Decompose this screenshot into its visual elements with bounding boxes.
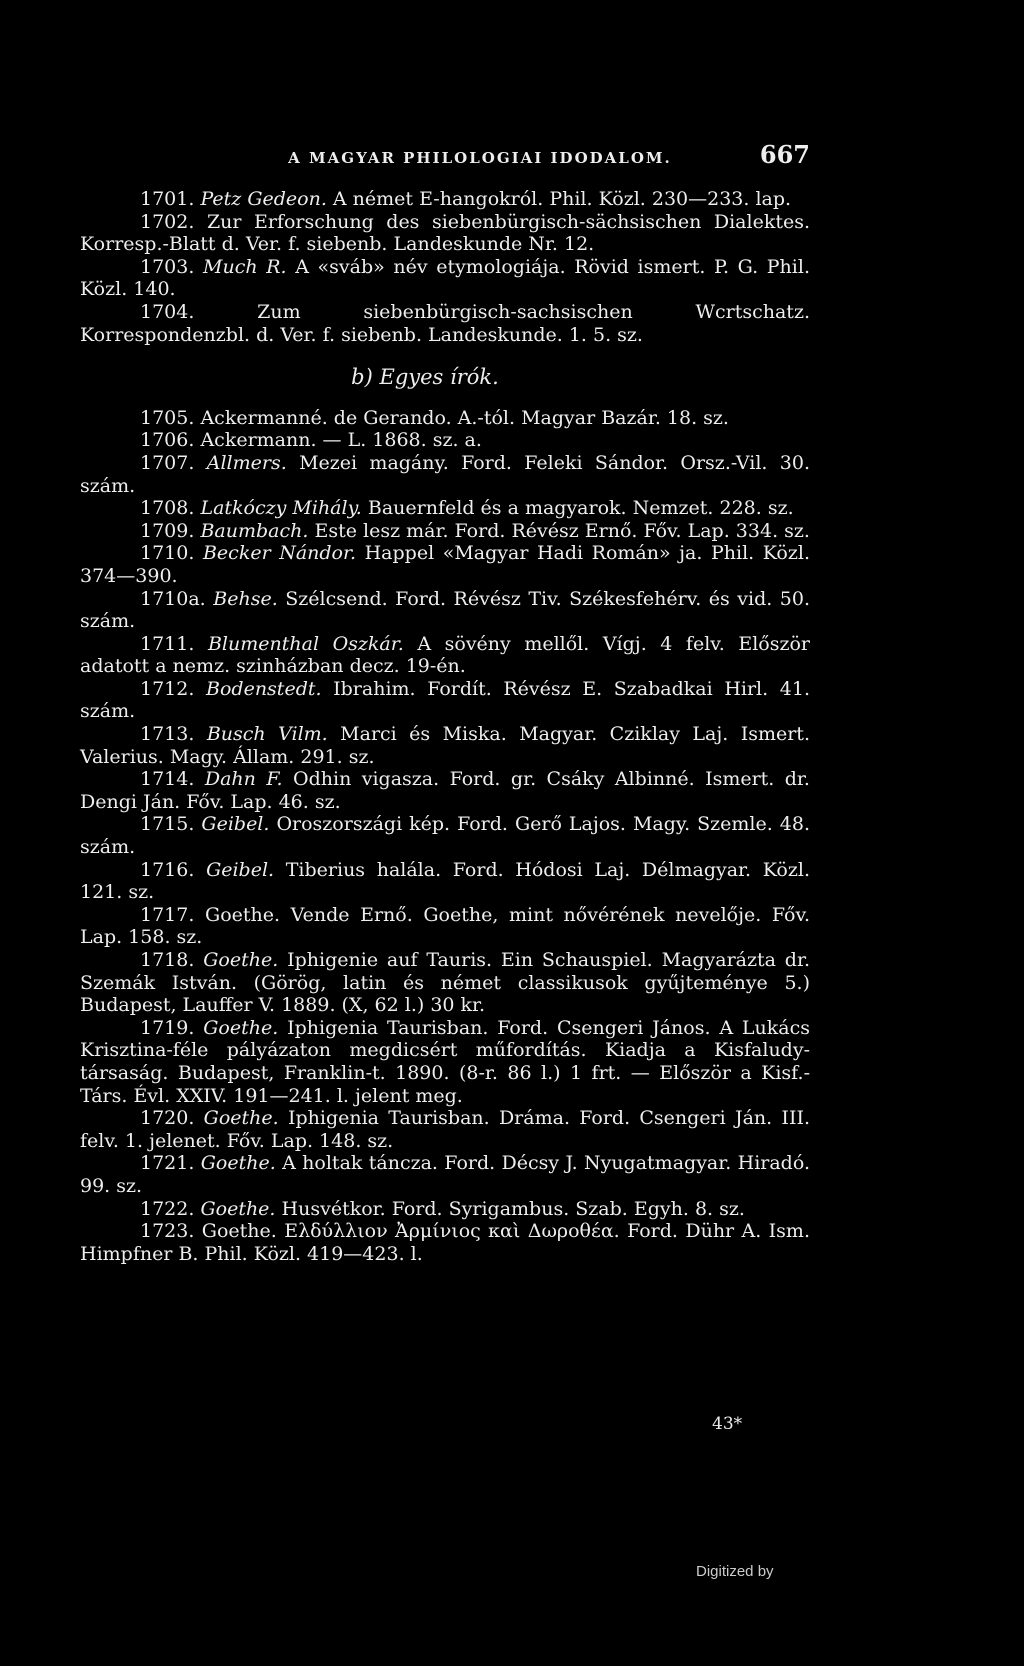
bibliography-entry <box>80 588 810 633</box>
section-heading: b) Egyes írók. <box>351 365 499 390</box>
entry-number: 1704. <box>140 300 195 323</box>
signature-mark: 43* <box>712 1414 743 1434</box>
entry-text: Marci és Miska. Magyar. Cziklay Laj. Ismert. Valerius. Magy. Állam. 291. sz. <box>80 723 810 768</box>
bibliography-entry <box>80 949 810 1017</box>
entry-author: Goethe. <box>203 949 279 971</box>
bibliography-entry <box>80 301 810 346</box>
entry-author: Bodenstedt. <box>206 677 322 700</box>
entry-number: 1722. <box>140 1197 195 1220</box>
entry-number: 1706. <box>140 429 195 452</box>
bibliography-entry <box>80 768 810 813</box>
entry-number: 1714. <box>140 768 195 791</box>
entry-number: 1703. <box>140 255 195 278</box>
bibliography-entry <box>80 1017 810 1107</box>
entry-number: 1710a. <box>140 587 206 610</box>
entry-author: Becker Nándor. <box>202 542 357 565</box>
bibliography-entry <box>80 407 810 430</box>
entry-text: Este lesz már. Ford. Révész Ernő. Főv. Lap. 334. sz. <box>314 519 810 542</box>
entry-text: Tiberius halála. Ford. Hódosi Laj. Délmagyar. Közl. 121. sz. <box>80 858 810 904</box>
entry-text: Ackermann. — L. 1868. sz. a. <box>200 429 482 452</box>
entry-text: Bauernfeld és a magyarok. Nemzet. 228. sz. <box>367 497 794 520</box>
entry-list-main <box>80 407 810 1266</box>
entry-number: 1715. <box>140 813 195 836</box>
entry-author: Behse. <box>213 587 278 610</box>
entry-number: 1710. <box>140 542 195 565</box>
entry-text: Ibrahim. Fordít. Révész E. Szabadkai Hirl. 41. szám. <box>80 677 810 723</box>
entry-text: Iphigenie auf Tauris. Ein Schauspiel. Magyarázta dr. Szemák István. (Görög, latin és német classikusok gyűjteménye 5.) Budapest, Lauffer V. 1889. (X, 62 l.) 30 kr. <box>80 949 810 1017</box>
entry-number: 1709. <box>140 519 195 542</box>
entry-number: 1701. <box>140 188 195 210</box>
entry-text: Zum siebenbürgisch-sachsischen Wcrtschatz. Korrespondenzbl. d. Ver. f. siebenb. Landeskunde. 1. 5. sz. <box>80 300 810 346</box>
entry-text: A sövény mellől. Vígj. 4 felv. Először adatott a nemz. szinházban decz. 19-én. <box>80 632 811 678</box>
entry-author: Dahn F. <box>204 768 283 791</box>
entry-author: Latkóczy Mihály. <box>200 497 362 520</box>
entry-author: Goethe. <box>203 1016 279 1039</box>
digitized-watermark: Digitized by <box>696 1563 774 1580</box>
bibliography-entry <box>80 723 810 768</box>
bibliography-entry <box>80 1107 810 1152</box>
entry-number: 1721. <box>140 1152 195 1175</box>
entry-text: Happel «Magyar Hadi Román» ja. Phil. Közl. 374—390. <box>80 542 810 587</box>
entry-text: Zur Erforschung des siebenbürgisch-sächsischen Dialektes. Korresp.-Blatt d. Ver. f. siebenb. Landeskunde Nr. 12. <box>80 210 810 256</box>
entry-number: 1711. <box>140 632 195 655</box>
bibliography-entry <box>80 859 810 904</box>
bibliography-entry <box>80 904 810 949</box>
running-header <box>80 140 810 169</box>
bibliography-entry <box>80 1152 810 1197</box>
entry-text: Goethe. Ελδύλλιον Ἀρμίνιος καὶ Δωροθέα. Ford. Dühr A. Ism. Himpfner B. Phil. Közl. 419—423. l. <box>80 1220 810 1265</box>
entry-author: Goethe. <box>200 1152 276 1175</box>
entry-text: Szélcsend. Ford. Révész Tiv. Székesfehérv. és vid. 50. szám. <box>80 587 811 633</box>
entry-author: Allmers. <box>206 451 287 474</box>
entry-list-top <box>80 188 810 346</box>
entry-text: Ackermanné. de Gerando. A.-tól. Magyar Bazár. 18. sz. <box>200 406 729 429</box>
bibliography-entry <box>80 429 810 452</box>
running-title: A MAGYAR PHILOLOGIAI IDODALOM. <box>288 149 672 167</box>
bibliography-entry <box>80 1198 810 1221</box>
entry-author: Baumbach. <box>200 519 309 542</box>
bibliography-entry <box>80 188 810 211</box>
bibliography-entry <box>80 211 810 256</box>
entry-number: 1702. <box>140 210 195 233</box>
entry-author: Goethe. <box>200 1197 276 1220</box>
entry-text: Oroszországi kép. Ford. Gerő Lajos. Magy. Szemle. 48. szám. <box>80 813 810 859</box>
entry-author: Much R. <box>203 255 287 278</box>
entry-number: 1718. <box>140 949 195 971</box>
bibliography-entry <box>80 256 810 301</box>
entry-text: Husvétkor. Ford. Syrigambus. Szab. Egyh. 8. sz. <box>281 1197 745 1220</box>
entry-author: Goethe. <box>203 1107 279 1130</box>
entry-number: 1708. <box>140 497 195 520</box>
entry-text: Odhin vigasza. Ford. gr. Csáky Albinné. Ismert. dr. Dengi Ján. Főv. Lap. 46. sz. <box>80 768 810 813</box>
entry-number: 1707. <box>140 451 195 474</box>
entry-text: A német E-hangokról. Phil. Közl. 230—233. lap. <box>332 188 792 210</box>
entry-text: Iphigenia Taurisban. Dráma. Ford. Csengeri Ján. III. felv. 1. jelenet. Főv. Lap. 148. sz. <box>80 1107 810 1152</box>
bibliography-entry <box>80 497 810 520</box>
entry-number: 1713. <box>140 723 195 746</box>
entry-text: A holtak táncza. Ford. Décsy J. Nyugatmagyar. Hiradó. 99. sz. <box>80 1152 810 1197</box>
bibliography-entry <box>80 520 810 543</box>
entry-author: Geibel. <box>201 813 270 836</box>
bibliography-entry <box>80 633 810 678</box>
entry-author: Petz Gedeon. <box>200 188 327 210</box>
bibliography-entry <box>80 813 810 858</box>
entry-text: Goethe. Vende Ernő. Goethe, mint nővérének nevelője. Főv. Lap. 158. sz. <box>80 903 810 949</box>
entry-text: Iphigenia Taurisban. Ford. Csengeri János. A Lukács Krisztina-féle pályázaton megdicsért műfordítás. Kiadja a Kisfaludy-társaság. Budapest, Franklin-t. 1890. (8-r. 86 l.) 1 frt. — Először a Kisf.-Társ. Évl. XXIV. 191—241. l. jelent meg. <box>80 1016 810 1107</box>
entry-number: 1723. <box>140 1220 195 1243</box>
bibliography-entry <box>80 452 810 497</box>
entry-number: 1719. <box>140 1016 195 1039</box>
entry-number: 1712. <box>140 677 195 700</box>
entry-author: Blumenthal Oszkár. <box>207 632 404 655</box>
bibliography-body <box>80 188 810 1265</box>
entry-author: Busch Vilm. <box>206 723 328 746</box>
entry-text: Mezei magány. Ford. Feleki Sándor. Orsz.-Vil. 30. szám. <box>80 451 811 497</box>
bibliography-entry <box>80 1220 810 1265</box>
entry-number: 1716. <box>140 858 195 881</box>
page-number: 667 <box>759 140 810 169</box>
entry-number: 1705. <box>140 406 195 429</box>
bibliography-entry <box>80 678 810 723</box>
entry-number: 1720. <box>140 1107 195 1130</box>
entry-number: 1717. <box>140 903 195 926</box>
entry-author: Geibel. <box>206 858 275 881</box>
bibliography-entry <box>80 542 810 587</box>
entry-text: A «sváb» név etymologiája. Rövid ismert. P. G. Phil. Közl. 140. <box>80 255 810 301</box>
